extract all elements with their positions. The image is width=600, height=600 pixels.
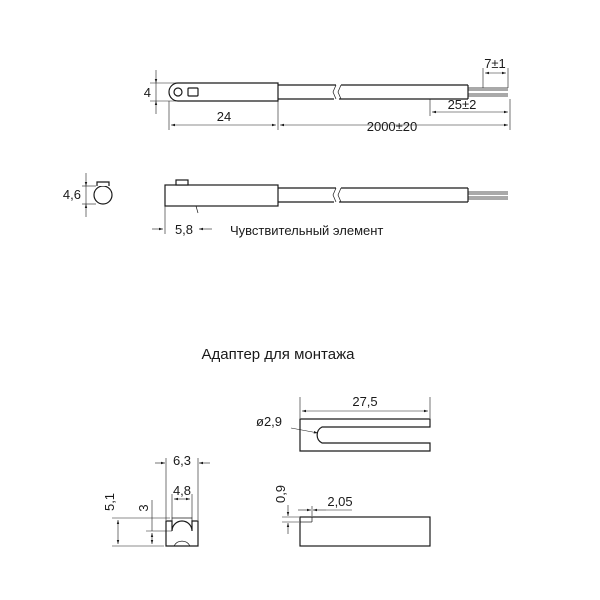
dim-label-adapter-slot-offset: 2,05 [327, 494, 353, 509]
sensor-body [169, 83, 278, 101]
wires [468, 88, 508, 96]
dim-label-adapter-width-outer: 6,3 [172, 453, 192, 468]
sensor-side-tab [176, 180, 188, 185]
adapter-title: Адаптер для монтажа [201, 346, 355, 363]
dim-label-element-offset: 5,8 [174, 222, 194, 237]
sensor-side-body [165, 185, 278, 206]
dim-label-adapter-length: 27,5 [352, 394, 378, 409]
dim-label-body-length: 24 [216, 109, 232, 124]
sensor-top-view [144, 56, 510, 134]
cable [278, 85, 468, 99]
dim-label-wire-tip: 7±1 [484, 56, 506, 71]
dim-label-diameter: 4,6 [62, 187, 81, 202]
sensor-cross-section [63, 173, 112, 217]
adapter-cross-section [102, 453, 210, 546]
dim-label-cable-length: 2000±20 [366, 119, 418, 134]
dim-element-offset [152, 206, 212, 237]
dim-strip-length [430, 97, 508, 116]
dim-label-adapter-thickness: 0,9 [273, 484, 288, 504]
dim-label-adapter-width-inner: 4,8 [172, 483, 192, 498]
adapter-top-view [256, 394, 430, 451]
dim-label-adapter-height-total: 5,1 [102, 492, 117, 512]
element-pointer [196, 206, 198, 213]
dim-label-strip-length: 25±2 [447, 97, 477, 112]
dim-label-height: 4 [143, 85, 151, 100]
adapter-side-view [273, 485, 430, 546]
sensor-side-view [63, 173, 508, 238]
dim-wire-tip [483, 56, 508, 88]
cable-side [278, 188, 508, 202]
dim-label-adapter-hole-diameter: ø2,9 [256, 414, 283, 429]
sensitive-element-label: Чувствительный элемент [230, 223, 384, 238]
dim-label-adapter-height-slot: 3 [136, 504, 151, 512]
